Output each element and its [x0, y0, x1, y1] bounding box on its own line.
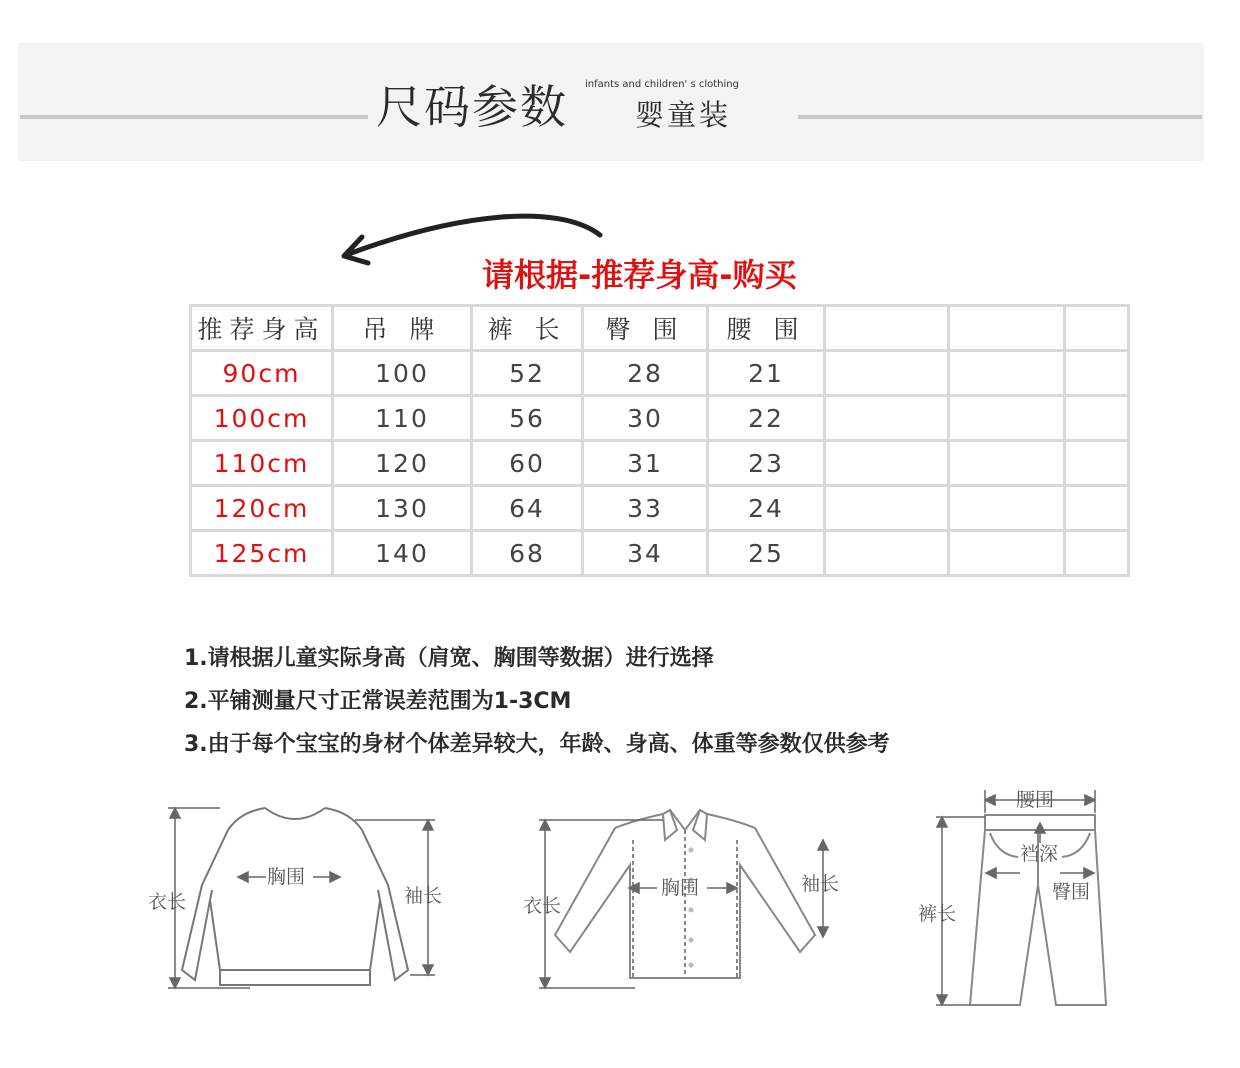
table-cell	[1065, 486, 1129, 531]
header-cell: 腰 围	[708, 306, 825, 351]
page-title: 尺码参数	[376, 80, 568, 134]
table-cell: 52	[472, 351, 583, 396]
table-cell: 100	[333, 351, 472, 396]
table-cell	[949, 531, 1065, 576]
sweater-length-label: 衣长	[148, 891, 187, 913]
shirt-measure-diagram	[515, 800, 845, 1000]
subtitle-english: infants and children' s clothing	[585, 79, 739, 90]
table-cell: 28	[583, 351, 708, 396]
table-cell: 60	[472, 441, 583, 486]
header-cell	[949, 306, 1065, 351]
note-item: 1.请根据儿童实际身高（肩宽、胸围等数据）进行选择	[184, 646, 714, 671]
table-cell	[1065, 441, 1129, 486]
table-cell: 25	[708, 531, 825, 576]
table-cell: 110	[333, 396, 472, 441]
notes-list	[184, 637, 890, 766]
shirt-chest-label: 胸围	[661, 877, 700, 899]
header-banner	[18, 43, 1204, 161]
table-row	[191, 351, 1129, 396]
table-cell	[825, 396, 949, 441]
table-cell: 68	[472, 531, 583, 576]
sweater-sleeve-label: 袖长	[404, 885, 443, 907]
table-cell	[825, 351, 949, 396]
pants-hip-label: 臀围	[1052, 881, 1091, 903]
height-cell: 110cm	[191, 441, 333, 486]
size-table	[189, 304, 1130, 577]
table-row	[191, 486, 1129, 531]
banner-rule-left	[20, 115, 368, 119]
height-cell: 100cm	[191, 396, 333, 441]
table-cell: 21	[708, 351, 825, 396]
table-cell	[949, 396, 1065, 441]
table-cell: 23	[708, 441, 825, 486]
pants-measure-diagram	[910, 785, 1120, 1010]
height-cell: 120cm	[191, 486, 333, 531]
table-cell	[825, 441, 949, 486]
table-cell: 64	[472, 486, 583, 531]
header-cell: 裤 长	[472, 306, 583, 351]
shirt-length-label: 衣长	[523, 895, 562, 917]
header-cell	[825, 306, 949, 351]
table-cell	[1065, 351, 1129, 396]
subtitle-chinese: 婴童装	[635, 98, 732, 132]
table-cell	[949, 486, 1065, 531]
pants-waist-label: 腰围	[1016, 789, 1055, 811]
pants-length-label: 裤长	[918, 903, 957, 925]
pants-rise-label: 裆深	[1020, 843, 1059, 865]
table-row	[191, 441, 1129, 486]
table-cell: 31	[583, 441, 708, 486]
sweater-measure-diagram	[140, 790, 460, 1005]
sweater-chest-label: 胸围	[267, 866, 306, 888]
purchase-hint: 请根据-推荐身高-购买	[482, 256, 797, 294]
height-cell: 125cm	[191, 531, 333, 576]
height-cell: 90cm	[191, 351, 333, 396]
table-cell: 120	[333, 441, 472, 486]
table-cell: 130	[333, 486, 472, 531]
note-item: 2.平铺测量尺寸正常误差范围为1-3CM	[184, 689, 572, 714]
note-item: 3.由于每个宝宝的身材个体差异较大，年龄、身高、体重等参数仅供参考	[184, 732, 890, 757]
header-cell	[1065, 306, 1129, 351]
banner-rule-right	[798, 115, 1202, 119]
table-cell: 56	[472, 396, 583, 441]
table-cell: 140	[333, 531, 472, 576]
table-row	[191, 531, 1129, 576]
table-cell	[949, 351, 1065, 396]
header-cell: 吊 牌	[333, 306, 472, 351]
table-cell: 24	[708, 486, 825, 531]
header-cell: 推荐身高	[191, 306, 333, 351]
header-cell: 臀 围	[583, 306, 708, 351]
table-cell	[1065, 396, 1129, 441]
table-cell	[825, 486, 949, 531]
table-cell	[825, 531, 949, 576]
table-cell: 33	[583, 486, 708, 531]
table-header-row	[191, 306, 1129, 351]
shirt-sleeve-label: 袖长	[801, 873, 840, 895]
table-cell	[1065, 531, 1129, 576]
table-cell	[949, 441, 1065, 486]
table-cell: 22	[708, 396, 825, 441]
table-cell: 34	[583, 531, 708, 576]
table-row	[191, 396, 1129, 441]
table-cell: 30	[583, 396, 708, 441]
